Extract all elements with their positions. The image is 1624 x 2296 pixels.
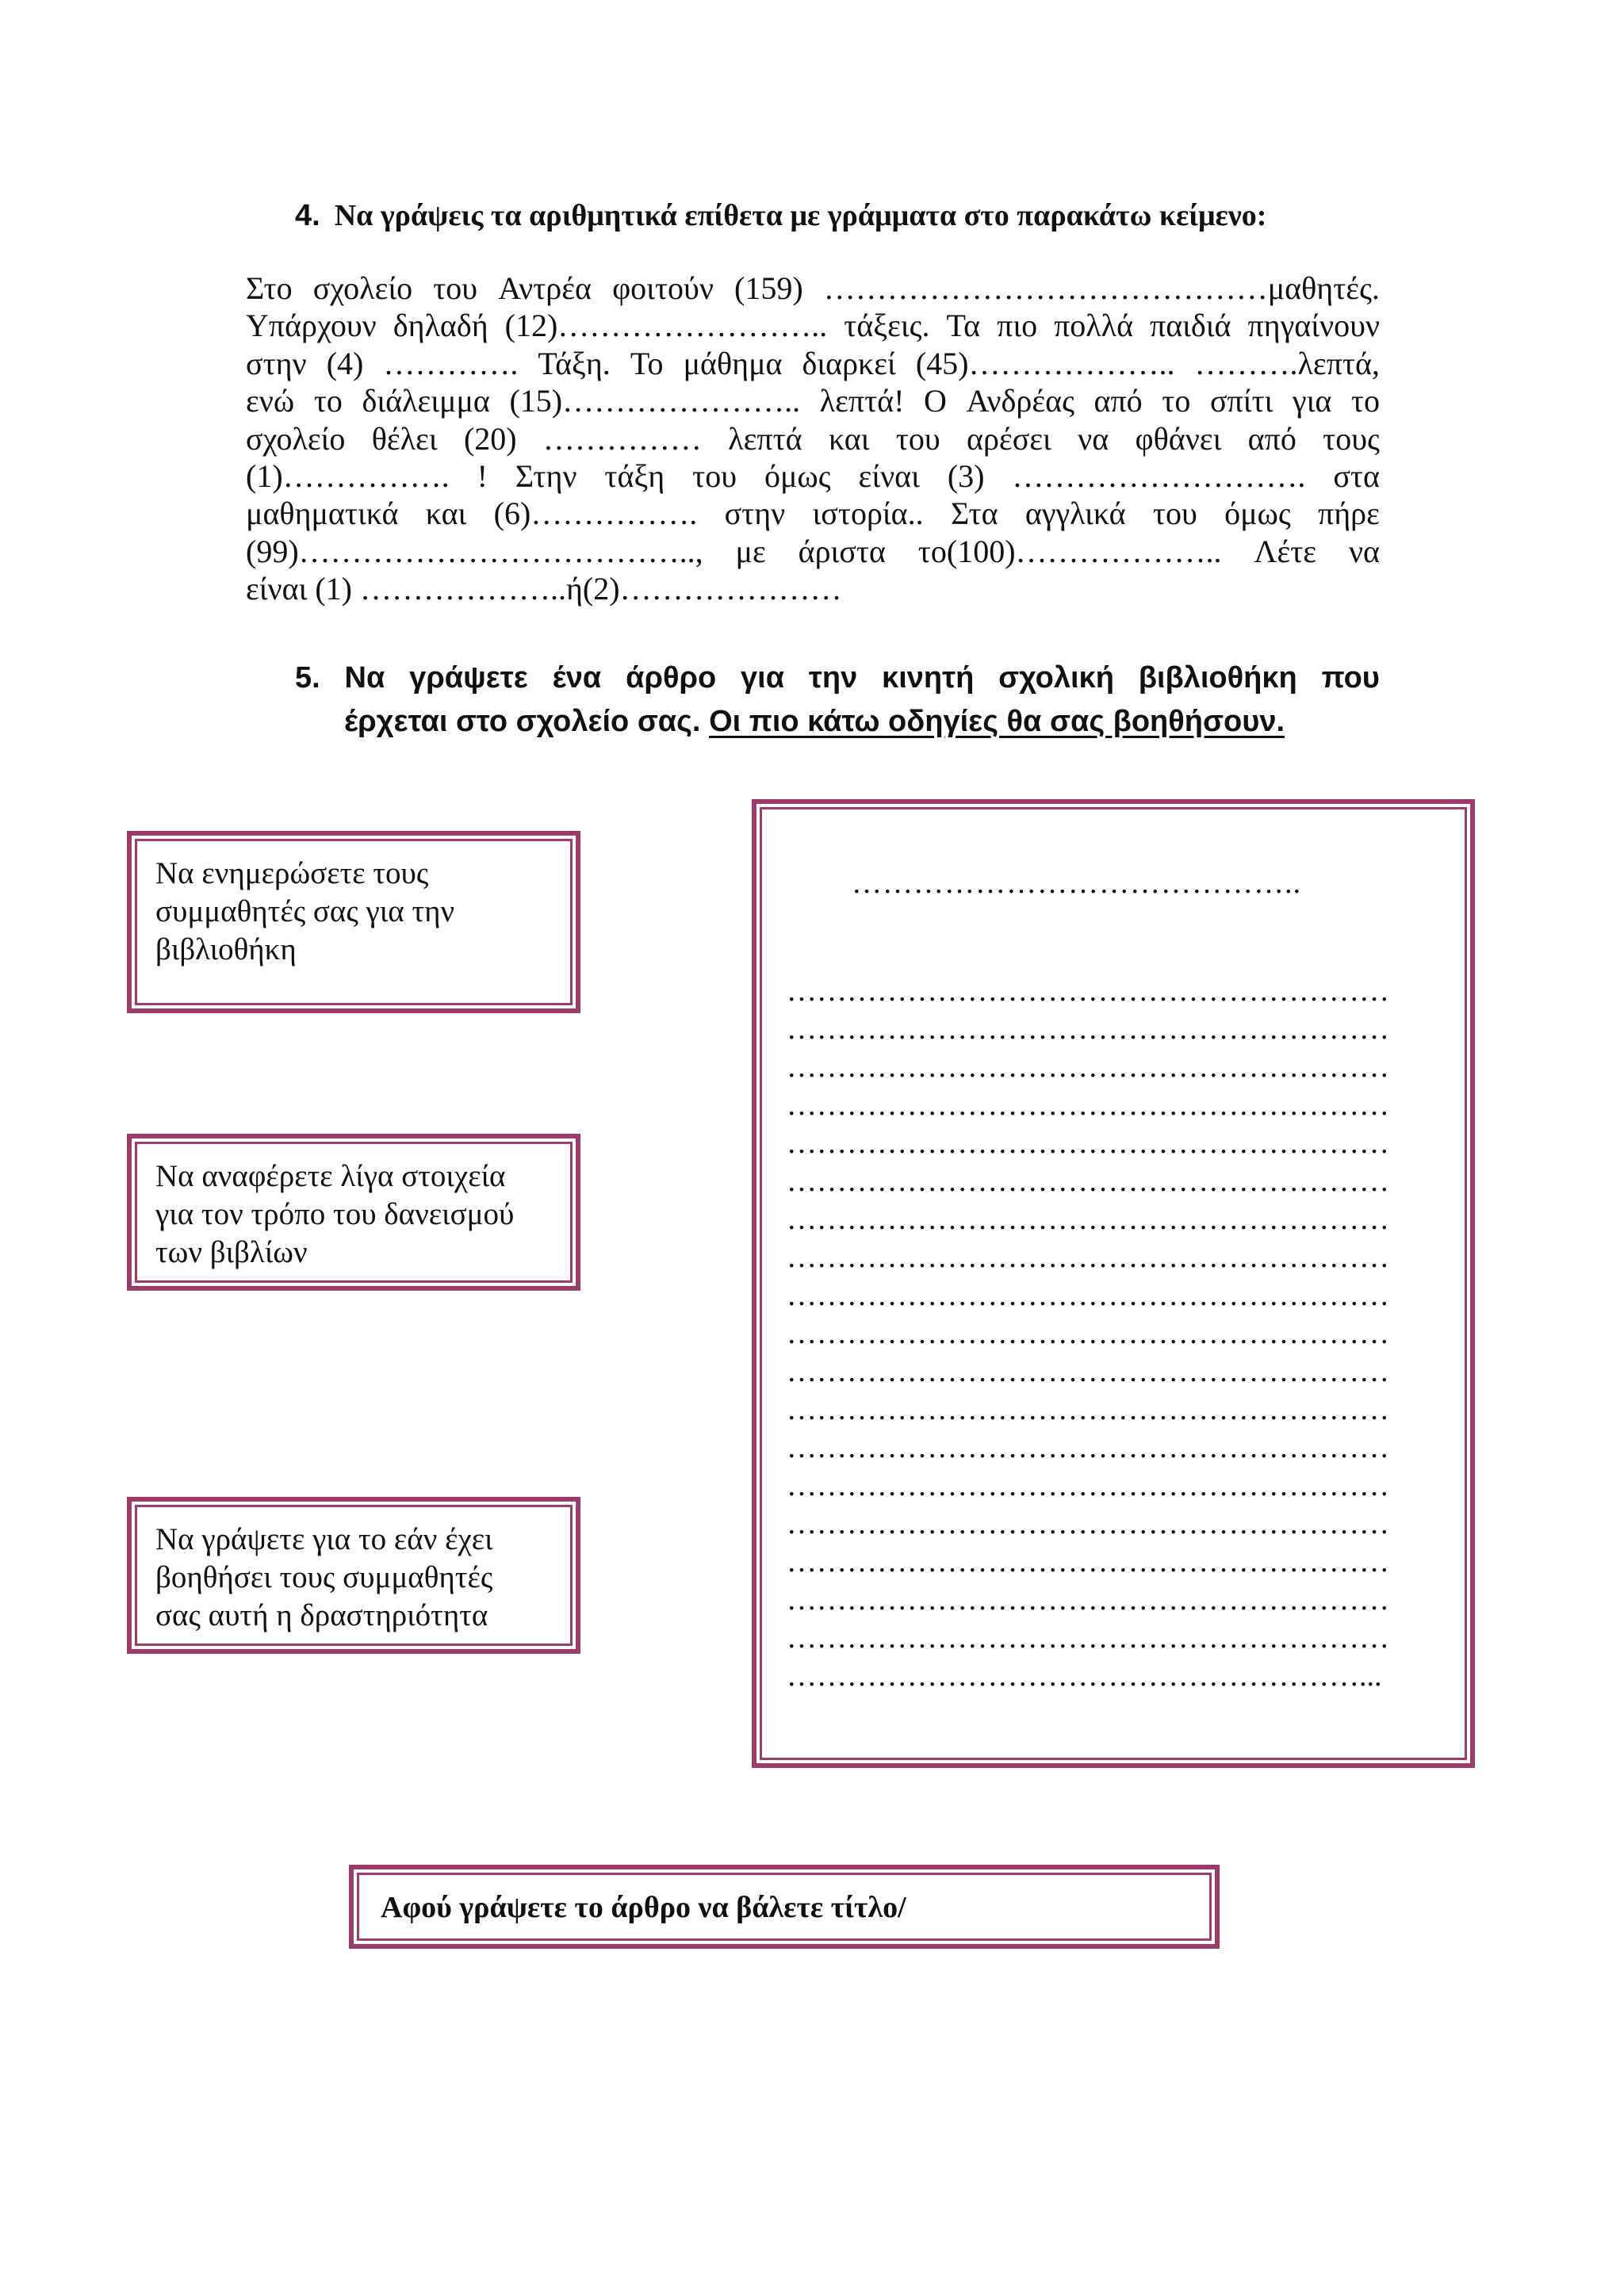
passage-word: λεπτά <box>728 420 802 457</box>
question-4-passage <box>246 270 1380 608</box>
article-writing-line[interactable]: …………………………………………………… <box>787 974 1389 1008</box>
passage-word: σχολείο <box>312 270 413 306</box>
passage-word: του <box>692 457 737 494</box>
article-writing-line[interactable]: …………………………………………………… <box>787 1469 1389 1502</box>
guide-text: Να γράψετε για το εάν έχει βοηθήσει τους συμμαθητές σας αυτή η δραστηριότητα <box>155 1522 493 1632</box>
title-instruction-box <box>349 1865 1220 1949</box>
passage-word: …………… <box>542 420 702 457</box>
passage-word: είναι <box>858 457 920 494</box>
question-5-word: για <box>741 661 785 695</box>
question-4-heading <box>295 198 1266 233</box>
passage-word: όμως <box>764 457 831 494</box>
article-writing-line[interactable]: …………………………………………………… <box>787 1127 1389 1160</box>
passage-word: παιδιά <box>1150 308 1231 344</box>
passage-word: διάλειμμα <box>362 383 490 419</box>
passage-word: για <box>1292 383 1332 419</box>
passage-word: (1)……………. <box>246 457 450 494</box>
passage-word: ιστορία.. <box>812 496 924 532</box>
passage-word: πολλά <box>1054 308 1134 344</box>
passage-word: με <box>735 533 766 569</box>
passage-word: του <box>433 270 478 306</box>
passage-word: δηλαδή <box>393 308 488 344</box>
passage-word: από <box>1247 420 1297 457</box>
passage-word: φθάνει <box>1135 420 1222 457</box>
article-title-line[interactable]: …………………………………….. <box>852 867 1301 900</box>
question-4-text: Να γράψεις τα αριθμητικά επίθετα με γράμματα στο παρακάτω κείμενο: <box>334 199 1267 232</box>
passage-word: (3) <box>947 457 985 494</box>
article-writing-line[interactable]: …………………………………………………… <box>787 1165 1389 1198</box>
passage-word: από <box>1094 383 1143 419</box>
passage-word: όμως <box>1224 496 1291 532</box>
passage-word: στην <box>246 345 307 381</box>
question-5-word: κινητή <box>882 661 975 695</box>
article-writing-line[interactable]: …………………………………………………... <box>787 1659 1382 1693</box>
guide-text: Να ενημερώσετε τους συμμαθητές σας για την βιβλιοθήκη <box>155 856 455 966</box>
passage-word: αγγλικά <box>1025 496 1126 532</box>
passage-word: ! <box>477 457 488 494</box>
article-dotted-lines <box>787 972 1450 1695</box>
passage-word: άριστα <box>798 533 886 569</box>
question-5-word: σχολική <box>998 661 1114 695</box>
passage-word: διαρκεί <box>802 345 896 381</box>
passage-word: Υπάρχουν <box>246 308 377 344</box>
article-writing-line[interactable]: …………………………………………………… <box>787 1507 1389 1540</box>
question-5-word: που <box>1321 661 1380 695</box>
passage-line <box>246 382 1380 419</box>
passage-word: σχολείο <box>246 420 346 457</box>
passage-word: ……….λεπτά, <box>1194 345 1380 381</box>
passage-word: πηγαίνουν <box>1247 308 1380 344</box>
passage-word: (4) <box>326 345 364 381</box>
guide-text: Να αναφέρετε λίγα στοιχεία για τον τρόπο του δανεισμού των βιβλίων <box>155 1159 515 1269</box>
passage-word: του <box>1152 496 1197 532</box>
passage-word: (6)……………. <box>493 496 698 532</box>
question-5-line-1 <box>295 656 1380 700</box>
article-writing-line[interactable]: …………………………………………………… <box>787 1279 1389 1312</box>
passage-word: φοιτούν <box>612 270 714 306</box>
article-writing-box[interactable] <box>752 799 1475 1768</box>
question-5-word: βιβλιοθήκη <box>1138 661 1297 695</box>
article-writing-line[interactable]: …………………………………………………… <box>787 1355 1389 1388</box>
passage-word: (20) <box>463 420 517 457</box>
question-5-word: Να <box>344 661 385 695</box>
question-5-word: την <box>808 661 858 695</box>
passage-word: ενώ <box>246 383 295 419</box>
passage-line <box>246 270 1380 307</box>
passage-word: του <box>895 420 940 457</box>
question-5-number: 5. <box>295 661 320 695</box>
passage-word: πιο <box>997 308 1038 344</box>
passage-line <box>246 345 1380 382</box>
passage-word: ……………………………………μαθητές. <box>823 270 1380 306</box>
passage-word: Το <box>630 345 664 381</box>
question-5-word: ένα <box>552 661 602 695</box>
article-writing-line[interactable]: …………………………………………………… <box>787 1203 1389 1236</box>
passage-word: τάξεις. <box>844 308 930 344</box>
passage-word: και <box>425 496 467 532</box>
passage-word: …………. <box>383 345 519 381</box>
passage-word: το(100)……………….. <box>917 533 1222 569</box>
passage-word: σπίτι <box>1209 383 1274 419</box>
title-instruction-text: Αφού γράψετε το άρθρο να βάλετε τίτλο/ <box>381 1891 906 1924</box>
article-writing-line[interactable]: …………………………………………………… <box>787 1545 1389 1578</box>
article-writing-line[interactable]: …………………………………………………… <box>787 1583 1389 1617</box>
passage-word: το <box>1162 383 1191 419</box>
passage-word: τους <box>1323 420 1380 457</box>
passage-word: Στην <box>515 457 577 494</box>
article-writing-line[interactable]: …………………………………………………… <box>787 1012 1389 1046</box>
passage-word: θέλει <box>371 420 438 457</box>
passage-line <box>246 420 1380 457</box>
passage-word: να <box>1348 533 1380 569</box>
passage-word: (12)…………………….. <box>504 308 828 344</box>
question-5-text-line-2: έρχεται στο σχολείο σας. <box>344 705 701 738</box>
passage-word: μάθημα <box>683 345 783 381</box>
passage-word: (159) <box>734 270 803 306</box>
passage-word: το <box>1350 383 1380 419</box>
article-writing-line[interactable]: …………………………………………………… <box>787 1431 1389 1464</box>
passage-word: στην <box>724 496 786 532</box>
passage-word: στα <box>1333 457 1380 494</box>
passage-word: Στα <box>950 496 998 532</box>
passage-last-line: είναι (1) ………………..ή(2)………………… <box>246 571 842 607</box>
passage-word: Ανδρέας <box>966 383 1074 419</box>
question-4-number: 4. <box>295 199 320 232</box>
passage-word: (45)……………….. <box>915 345 1175 381</box>
passage-line <box>246 307 1380 344</box>
passage-word: μαθηματικά <box>246 496 399 532</box>
question-5-underlined-text: Οι πιο κάτω οδηγίες θα σας βοηθήσουν. <box>709 705 1285 738</box>
question-5-line-2 <box>295 700 1380 744</box>
passage-word: πήρε <box>1318 496 1380 532</box>
guide-box-lending <box>127 1134 580 1291</box>
passage-word: Ο <box>924 383 947 419</box>
article-writing-line[interactable]: …………………………………………………… <box>787 1089 1389 1122</box>
question-5-word: γράψετε <box>409 661 528 695</box>
question-5-word: άρθρο <box>626 661 717 695</box>
passage-word: Τάξη. <box>538 345 611 381</box>
passage-word: ………………………. <box>1012 457 1306 494</box>
passage-word: λεπτά! <box>819 383 905 419</box>
passage-word: και <box>828 420 870 457</box>
article-writing-line[interactable]: …………………………………………………… <box>787 1317 1389 1350</box>
article-writing-line[interactable]: …………………………………………………… <box>787 1241 1389 1274</box>
article-writing-line[interactable]: …………………………………………………… <box>787 1393 1389 1426</box>
article-writing-line[interactable]: …………………………………………………… <box>787 1050 1389 1084</box>
question-5-heading <box>295 656 1380 744</box>
passage-line <box>246 533 1380 570</box>
guide-box-inform <box>127 831 580 1013</box>
passage-word: Λέτε <box>1254 533 1317 569</box>
passage-word: αρέσει <box>966 420 1051 457</box>
passage-word: (15)………………….. <box>509 383 801 419</box>
passage-line <box>246 457 1380 495</box>
passage-line <box>246 495 1380 532</box>
passage-word: Τα <box>946 308 981 344</box>
passage-word: (99)……………………………….., <box>246 533 703 569</box>
passage-word: Στο <box>246 270 293 306</box>
article-writing-line[interactable]: …………………………………………………… <box>787 1621 1389 1655</box>
passage-word: να <box>1078 420 1109 457</box>
passage-word: τάξη <box>604 457 665 494</box>
guide-box-helpfulness <box>127 1497 580 1654</box>
passage-word: Αντρέα <box>498 270 592 306</box>
passage-word: το <box>313 383 343 419</box>
